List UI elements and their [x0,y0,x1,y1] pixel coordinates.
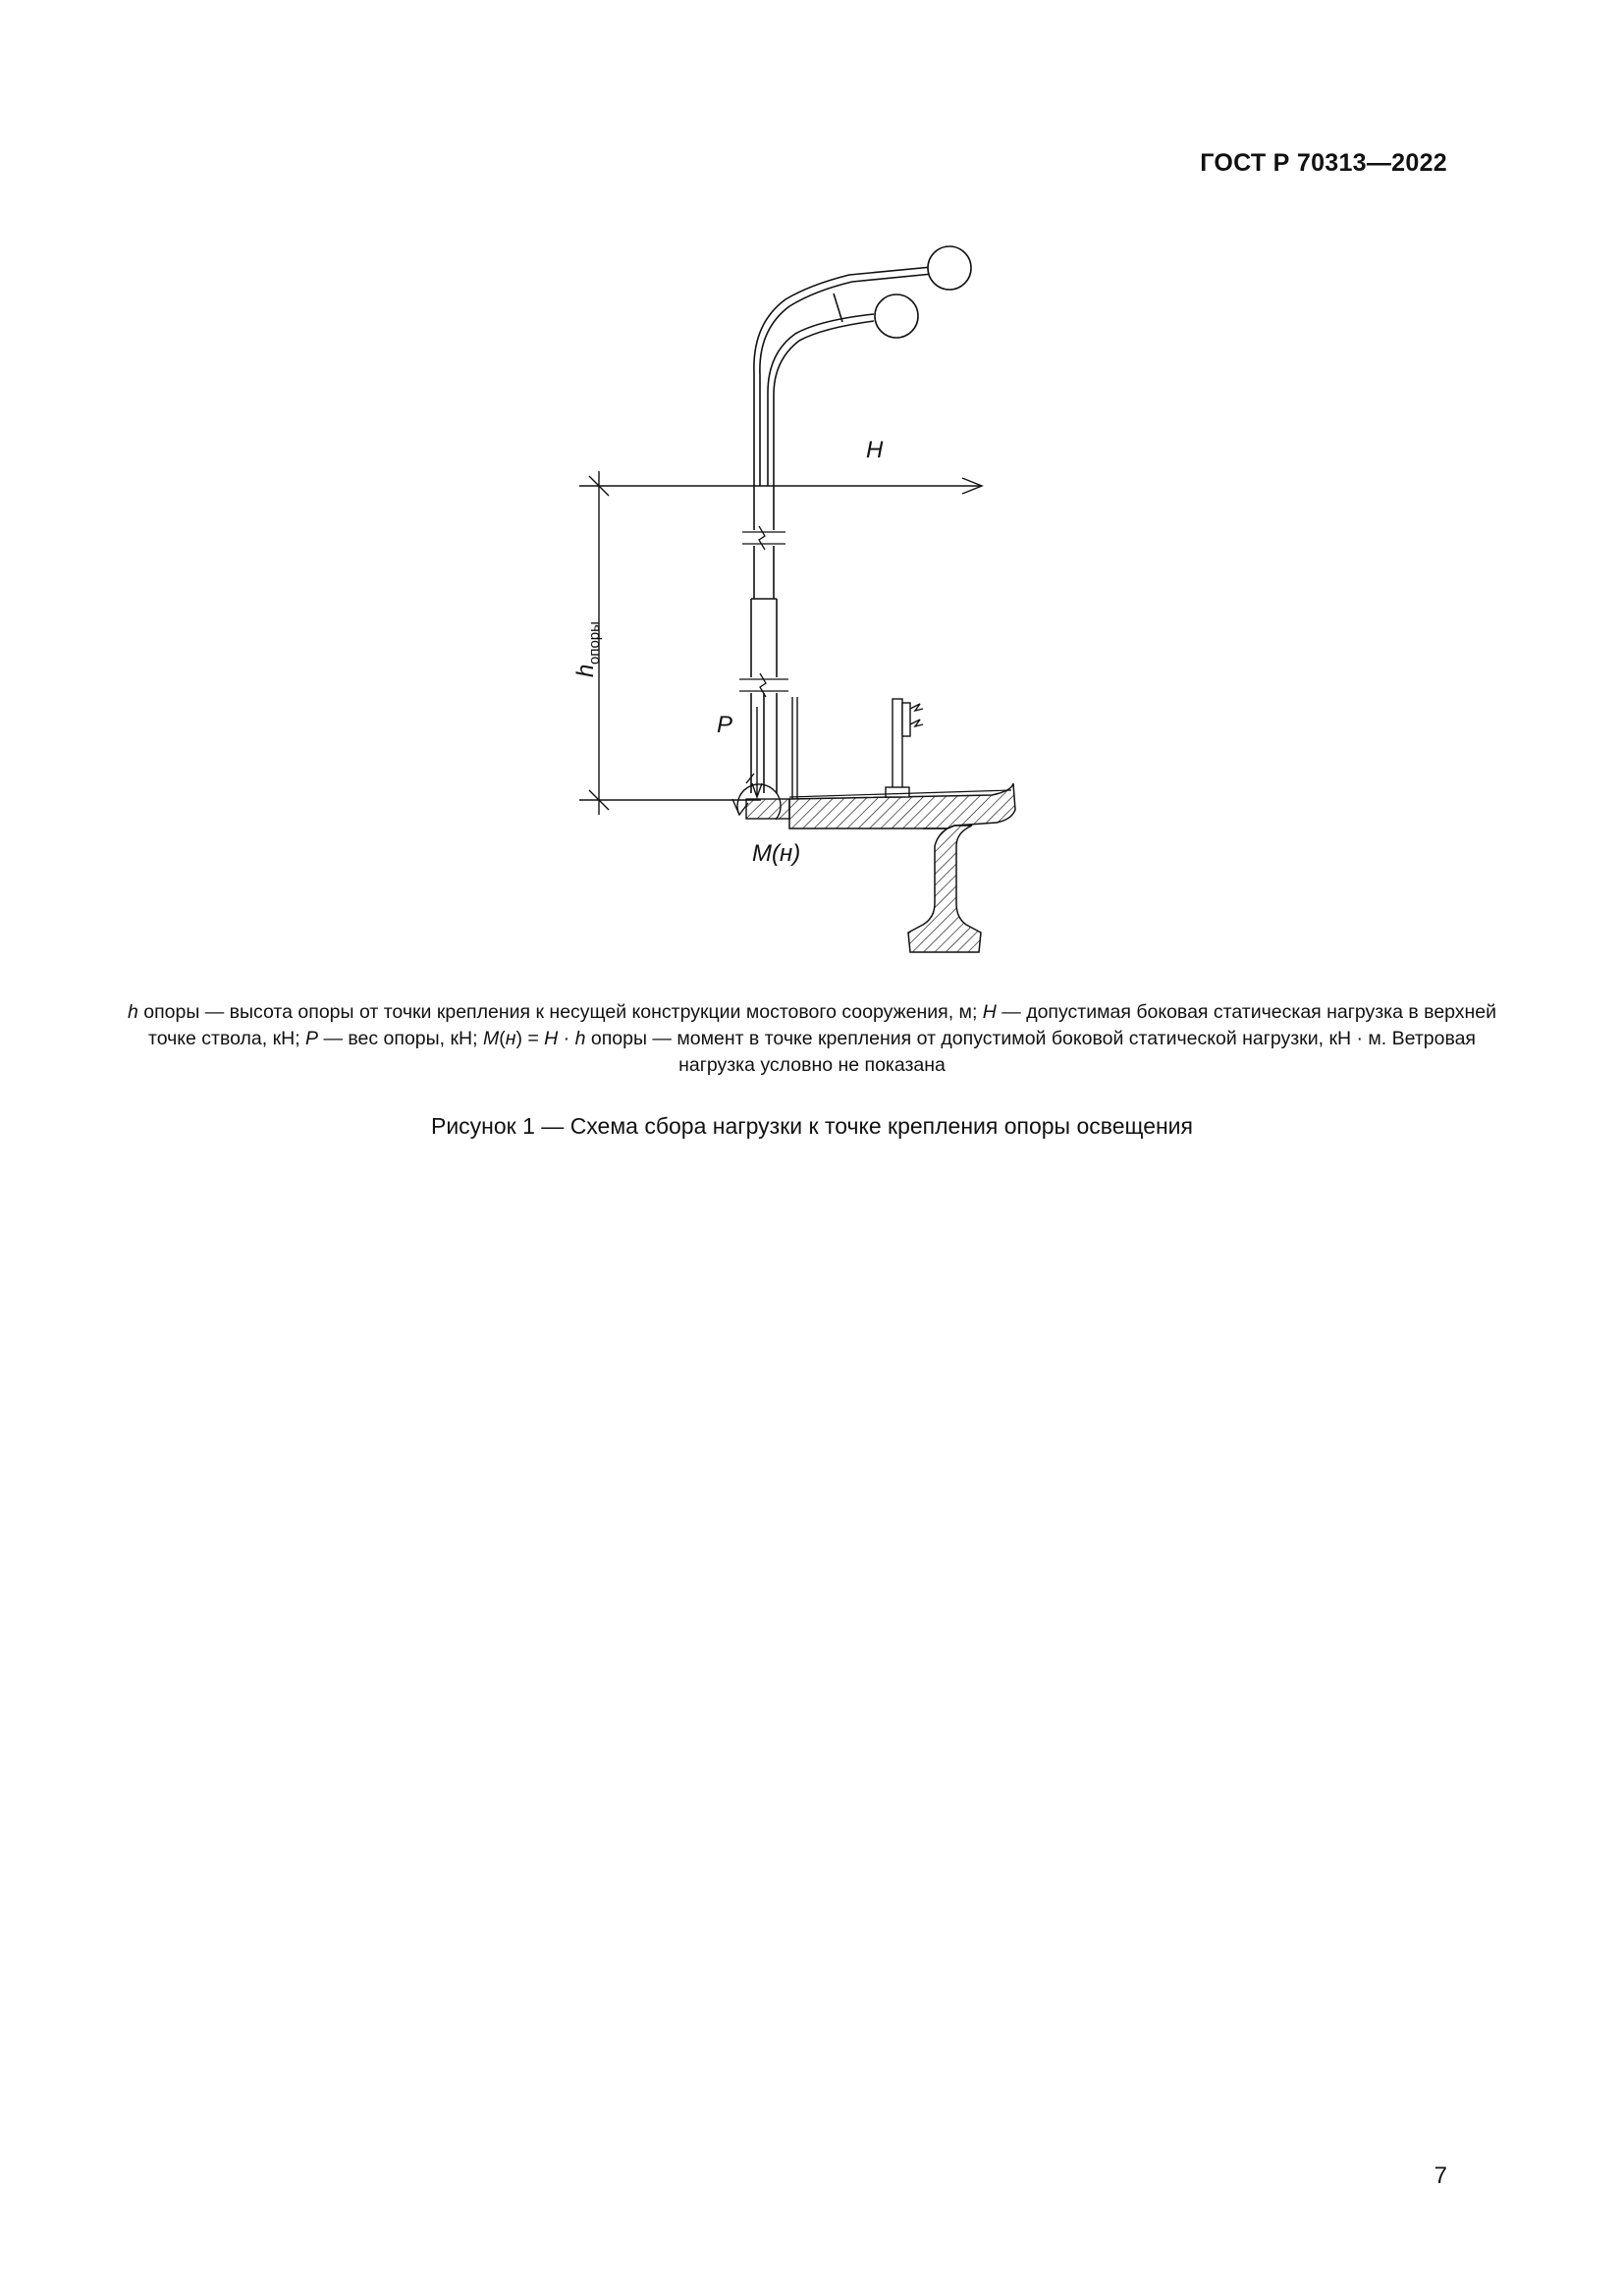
legend-part-6: · [558,1028,575,1049]
lighting-pole-diagram [550,226,1041,962]
legend-part-1: опоры — высота опоры от точки крепления к несущей конструкции мостового сооружения, м; [137,1001,983,1023]
load-scheme-figure [550,226,1041,962]
break-mark-lower [739,673,788,697]
legend-part-5: ) = [515,1028,545,1049]
lower-arm-right-edge [774,321,874,486]
upper-lamp [928,246,971,290]
legend-part-4: ( [499,1028,506,1049]
dimension-line [579,471,982,815]
weight-p-arrow [752,707,762,797]
legend-h-symbol: h [127,1001,138,1023]
document-code: ГОСТ Р 70313—2022 [1200,149,1447,177]
lower-arm-left-edge [768,314,874,486]
bridge-deck [789,783,1015,952]
page-number: 7 [1434,2163,1447,2189]
figure-legend [116,999,1508,1079]
legend-part-2: — допустимая боковая статическая нагрузка в верхней точке ствола, кН; [148,1001,1497,1049]
height-label [572,621,603,677]
beam [908,826,981,952]
force-h-label: H [866,437,884,463]
legend-H-symbol-2: H [544,1028,559,1049]
arm-brace [834,294,842,322]
height-sub-label: опоры [586,621,603,665]
moment-label: М(н) [752,840,801,867]
legend-part-3: — вес опоры, кН; [318,1028,483,1049]
upper-arm-right-edge [760,272,952,486]
legend-M-symbol: M [482,1028,500,1049]
weight-p-label: P [717,712,733,738]
railing-post [789,697,1011,799]
legend-P-symbol: P [305,1028,319,1049]
legend-h-symbol-2: h [574,1028,586,1049]
legend-H-symbol: H [982,1001,997,1023]
legend-n-symbol: н [505,1028,516,1049]
height-main-label: h [572,664,599,677]
legend-part-7: опоры — момент в точке крепления от допустимой боковой статической нагрузки, кН · м. Ветровая нагрузка условно не показана [585,1028,1476,1076]
lamp-arms [754,265,952,486]
figure-title: Рисунок 1 — Схема сбора нагрузки к точке крепления опоры освещения [430,1113,1193,1139]
upper-arm-left-edge [754,265,952,486]
mount-plate [746,799,789,819]
break-mark-upper [742,526,785,550]
lower-lamp [875,294,918,338]
